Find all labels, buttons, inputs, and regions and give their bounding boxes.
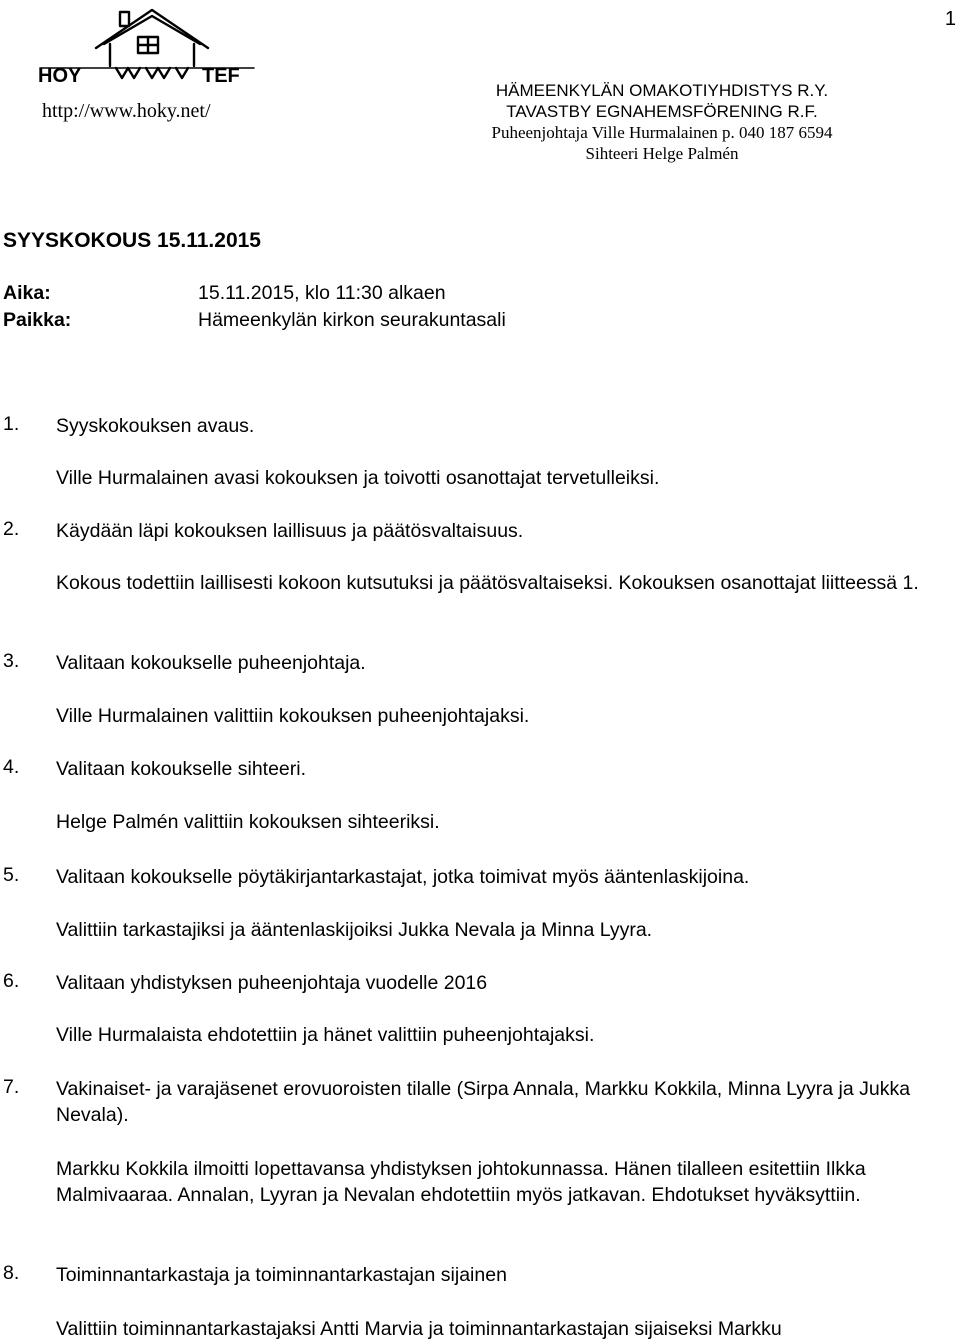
item-number: 3. xyxy=(3,650,20,672)
item-heading: Vakinaiset- ja varajäsenet erovuoroisten tilalle (Sirpa Annala, Markku Kokkila, Minna Lyyra ja Jukka Nevala). xyxy=(56,1078,911,1126)
item-heading: Valitaan kokoukselle pöytäkirjantarkastajat, jotka toimivat myös ääntenlaskijoina. xyxy=(56,866,750,888)
item-body: Ville Hurmalainen avasi kokouksen ja toivotti osanottajat tervetulleiksi. xyxy=(56,467,660,489)
org-chair: Puheenjohtaja Ville Hurmalainen p. 040 187 6594 xyxy=(491,123,833,142)
time-label: Aika: xyxy=(3,282,51,304)
org-name-sv: TAVASTBY EGNAHEMSFÖRENING R.F. xyxy=(506,102,818,121)
item-number: 1. xyxy=(3,413,20,435)
logo-text-left: HOY xyxy=(38,65,82,86)
org-name-fi: HÄMEENKYLÄN OMAKOTIYHDISTYS R.Y. xyxy=(495,81,829,100)
item-body: Kokous todettiin laillisesti kokoon kutsutuksi ja päätösvaltaiseksi. Kokouksen osanottajat liitteessä 1. xyxy=(56,572,919,594)
item-heading: Valitaan kokoukselle puheenjohtaja. xyxy=(56,652,366,674)
item-number: 5. xyxy=(3,864,20,886)
hoky-logo xyxy=(34,4,260,86)
place-label: Paikka: xyxy=(3,309,72,331)
item-number: 2. xyxy=(3,518,20,540)
item-heading: Valitaan yhdistyksen puheenjohtaja vuodelle 2016 xyxy=(56,972,488,994)
item-number: 8. xyxy=(3,1262,20,1284)
page-number: 1 xyxy=(944,8,956,30)
website-link[interactable]: http://www.hoky.net/ xyxy=(42,100,211,122)
item-body: Valittiin toiminnantarkastajaksi Antti Marvia ja toiminnantarkastajan sijaiseksi Markku xyxy=(56,1318,782,1340)
time-value: 15.11.2015, klo 11:30 alkaen xyxy=(198,282,446,304)
item-heading: Käydään läpi kokouksen laillisuus ja päätösvaltaisuus. xyxy=(56,520,524,542)
place-value: Hämeenkylän kirkon seurakuntasali xyxy=(198,309,506,331)
item-number: 7. xyxy=(3,1076,20,1098)
org-secretary: Sihteeri Helge Palmén xyxy=(585,144,739,163)
item-body: Valittiin tarkastajiksi ja ääntenlaskijoiksi Jukka Nevala ja Minna Lyyra. xyxy=(56,919,653,941)
item-body: Ville Hurmalaista ehdotettiin ja hänet valittiin puheenjohtajaksi. xyxy=(56,1024,595,1046)
logo-text-right: TEF xyxy=(202,65,240,86)
item-body: Markku Kokkila ilmoitti lopettavansa yhdistyksen johtokunnassa. Hänen tilalleen esitettiin Ilkka Malmivaaraa. Annalan, Lyyran ja Nevalan ehdotettiin myös jatkavan. Ehdotukset hyväksyttiin. xyxy=(56,1158,866,1206)
item-number: 4. xyxy=(3,756,20,778)
item-body: Ville Hurmalainen valittiin kokouksen puheenjohtajaksi. xyxy=(56,705,530,727)
item-heading: Toiminnantarkastaja ja toiminnantarkastajan sijainen xyxy=(56,1264,507,1286)
page-title: SYYSKOKOUS 15.11.2015 xyxy=(3,229,261,252)
item-body: Helge Palmén valittiin kokouksen sihteeriksi. xyxy=(56,811,440,833)
item-heading: Valitaan kokoukselle sihteeri. xyxy=(56,758,307,780)
item-number: 6. xyxy=(3,970,20,992)
item-heading: Syyskokouksen avaus. xyxy=(56,415,255,437)
org-header xyxy=(440,80,884,164)
